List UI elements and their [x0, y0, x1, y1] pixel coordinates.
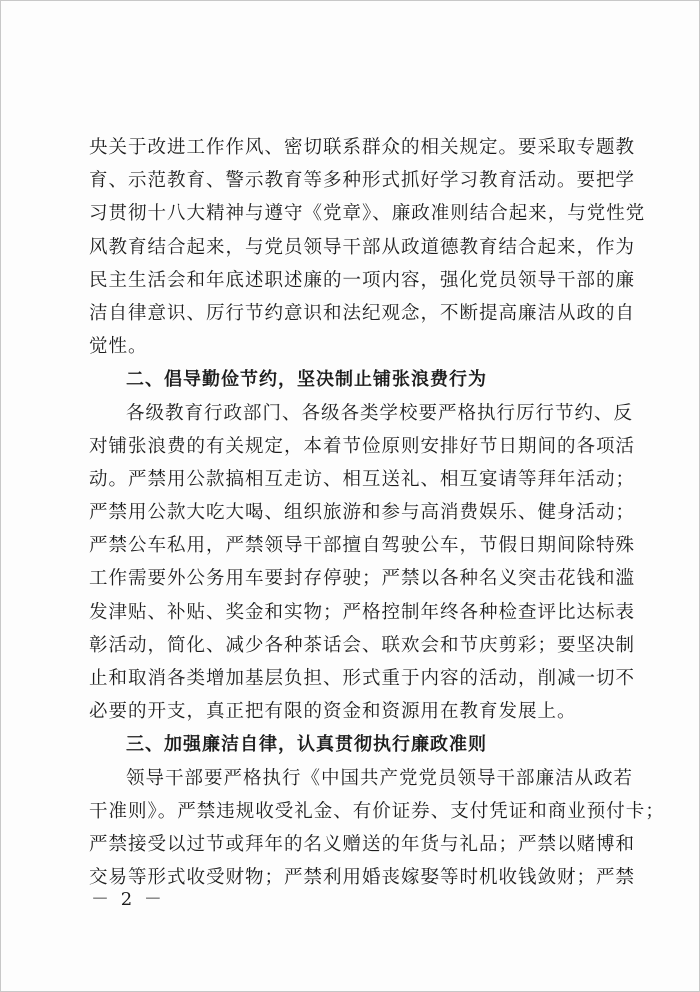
- paragraph-2: [89, 397, 636, 729]
- text-line: 严禁接受以过节或拜年的名义赠送的年货与礼品；严禁以赌博和: [89, 833, 636, 855]
- paragraph-1: [89, 131, 646, 363]
- section-heading-3: 三、加强廉洁自律，认真贯彻执行廉政准则: [126, 734, 487, 756]
- text-line: 交易等形式收受财物；严禁利用婚丧嫁娶等时机收钱敛财；严禁: [89, 867, 636, 889]
- text-line: 民主生活会和年底述职述廉的一项内容，强化党员领导干部的廉: [89, 269, 636, 291]
- paragraph-3: [89, 762, 665, 895]
- text-line: 风教育结合起来，与党员领导干部从政道德教育结合起来，作为: [89, 236, 636, 258]
- text-line: 止和取消各类增加基层负担、形式重于内容的活动，削减一切不: [89, 668, 636, 689]
- text-line: 干准则》。严禁违规收受礼金、有价证券、支付凭证和商业预付卡；: [89, 800, 665, 822]
- text-line: 习贯彻十八大精神与遵守《党章》、廉政准则结合起来，与党性党: [89, 203, 646, 225]
- text-line: 工作需要外公务用车要封存停驶；严禁以各种名义突击花钱和滥: [89, 568, 636, 590]
- text-line: 严禁公车私用，严禁领导干部擅自驾驶公车，节假日期间除特殊: [89, 535, 636, 557]
- text-line: 动。严禁用公款搞相互走访、相互送礼、相互宴请等拜年活动；: [89, 468, 636, 490]
- text-line: 彰活动，简化、减少各种茶话会、联欢会和节庆剪彩；要坚决制: [89, 634, 636, 656]
- text-line: 领导干部要严格执行《中国共产党党员领导干部廉洁从政若: [126, 767, 634, 789]
- text-line: 发津贴、补贴、奖金和实物；严格控制年终各种检查评比达标表: [89, 601, 636, 623]
- section-heading-2: 二、倡导勤俭节约，坚决制止铺张浪费行为: [126, 369, 487, 391]
- page-number: － 2 －: [91, 889, 165, 910]
- text-line: 各级教育行政部门、各级各类学校要严格执行厉行节约、反: [126, 402, 634, 424]
- text-line: 觉性。: [89, 336, 148, 358]
- text-line: 必要的开支，真正把有限的资金和资源用在教育发展上。: [89, 701, 577, 723]
- text-line: 严禁用公款大吃大喝、组织旅游和参与高消费娱乐、健身活动；: [89, 502, 636, 524]
- document-body: [89, 131, 665, 894]
- text-line: 育、示范教育、警示教育等多种形式抓好学习教育活动。要把学: [89, 170, 636, 192]
- text-line: 对铺张浪费的有关规定，本着节俭原则安排好节日期间的各项活: [89, 435, 636, 457]
- text-line: 央关于改进工作作风、密切联系群众的相关规定。要采取专题教: [89, 137, 636, 158]
- text-line: 洁自律意识、厉行节约意识和法纪观念，不断提高廉洁从政的自: [89, 302, 636, 324]
